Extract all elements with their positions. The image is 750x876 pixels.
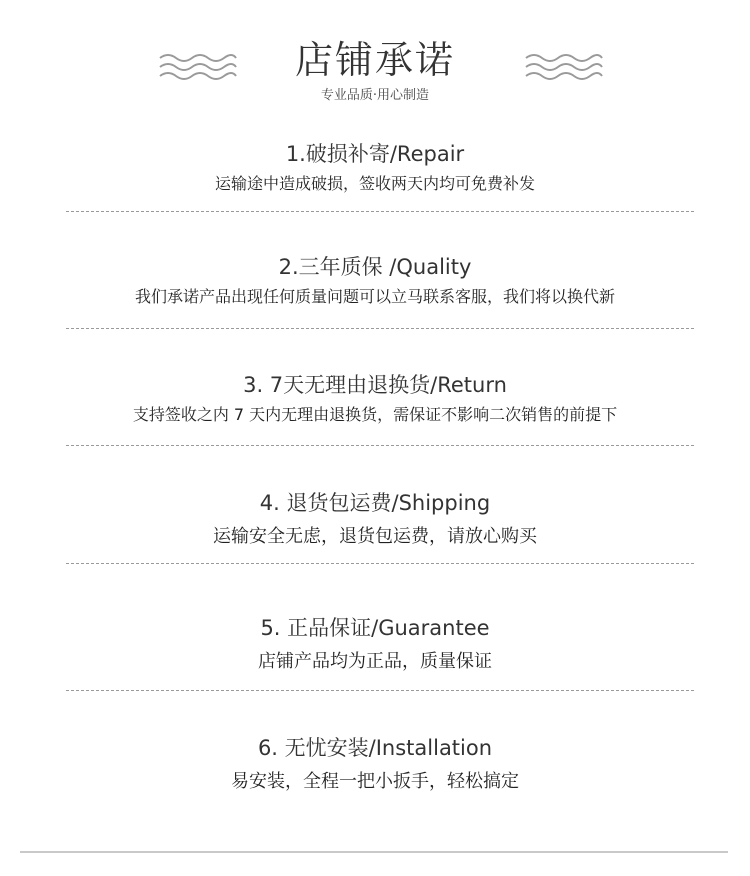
- divider: [66, 328, 694, 329]
- promise-title: 4. 退货包运费/Shipping: [259, 491, 491, 515]
- promise-description: 易安装，全程一把小扳手，轻松搞定: [231, 771, 519, 792]
- promise-description: 我们承诺产品出现任何质量问题可以立马联系客服，我们将以换代新: [134, 287, 615, 306]
- promise-item-shipping: [0, 488, 750, 550]
- promise-description: 运输安全无虑，退货包运费，请放心购买: [213, 526, 537, 547]
- promise-title: 5. 正品保证/Guarantee: [260, 616, 490, 640]
- page-title: 店铺承诺: [294, 38, 455, 82]
- promise-item-quality: [0, 252, 750, 310]
- promise-item-repair: [0, 139, 750, 197]
- promise-title: 3. 7天无理由退换货/Return: [243, 373, 507, 397]
- promise-item-return: [0, 370, 750, 428]
- promise-item-installation: [0, 733, 750, 795]
- divider: [66, 211, 694, 212]
- promise-item-guarantee: [0, 613, 750, 675]
- page-subtitle: 专业品质·用心制造: [320, 88, 430, 103]
- page-header: [0, 0, 750, 120]
- promise-description: 支持签收之内 7 天内无理由退换货，需保证不影响二次销售的前提下: [132, 405, 618, 424]
- divider: [66, 690, 694, 691]
- promise-description: 运输途中造成破损，签收两天内均可免费补发: [214, 174, 535, 193]
- divider: [66, 563, 694, 564]
- promise-title: 1.破损补寄/Repair: [285, 142, 465, 166]
- bottom-rule: [20, 851, 728, 853]
- wave-ornament-right-icon: [524, 50, 604, 84]
- divider: [66, 445, 694, 446]
- promise-description: 店铺产品均为正品，质量保证: [258, 651, 492, 672]
- promise-title: 6. 无忧安装/Installation: [257, 736, 493, 760]
- promise-title: 2.三年质保 /Quality: [278, 255, 472, 279]
